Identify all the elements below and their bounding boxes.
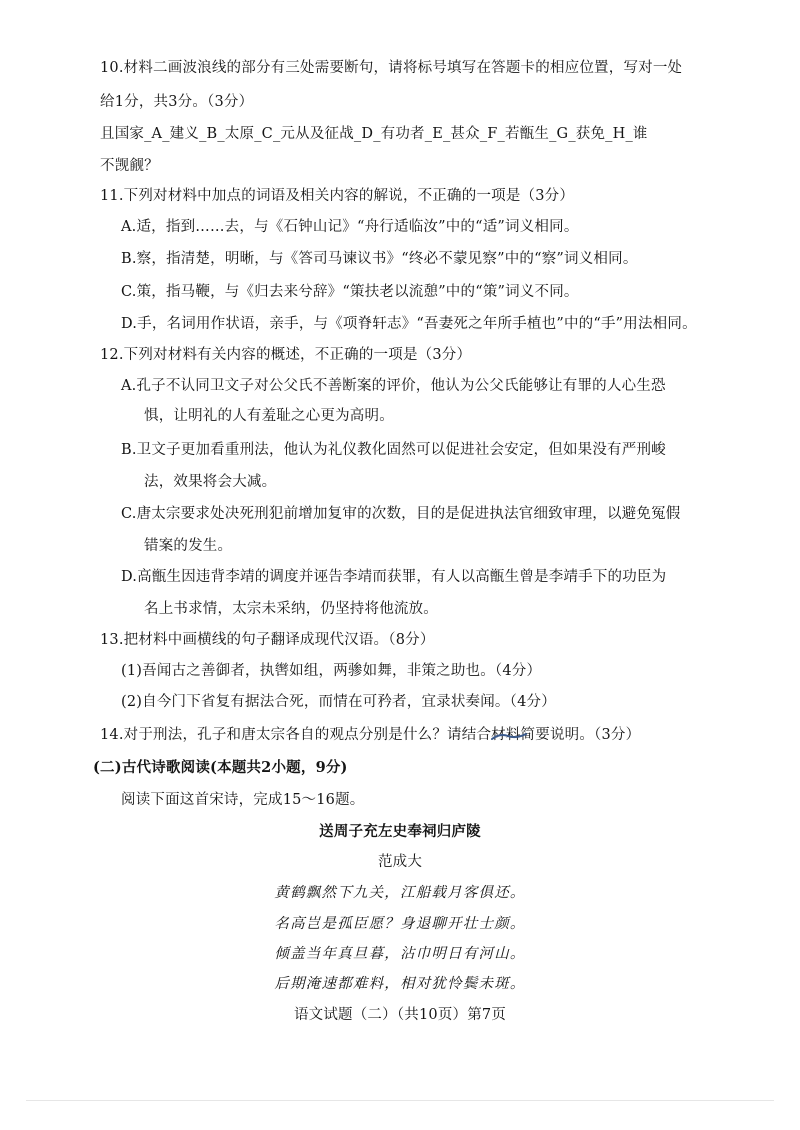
- section-instruction: 阅读下面这首宋诗，完成15～16题。: [121, 792, 365, 808]
- q10-stem-line1: 10.材料二画波浪线的部分有三处需要断句，请将标号填写在答题卡的相应位置，写对一处: [100, 60, 683, 76]
- page-footer: 语文试题（二）（共10页）第7页: [293, 1007, 507, 1023]
- poem-line-2: 名高岂是孤臣愿？身退聊开壮士颜。: [274, 916, 526, 932]
- q12-option-b-line2: 法，效果将会大减。: [144, 474, 277, 490]
- section-heading: (二)古代诗歌阅读(本题共2小题，9分): [93, 759, 348, 776]
- q10-passage-line2: 不觊觎？: [100, 158, 159, 174]
- q10-stem-line2: 给1分，共3分。（3分）: [100, 94, 254, 110]
- poem-line-4: 后期淹速都难料，相对犹怜鬓未斑。: [274, 976, 526, 992]
- q12-option-d-line2: 名上书求情，太宗未采纳，仍坚持将他流放。: [144, 601, 438, 617]
- q14-stem: 14.对于刑法，孔子和唐太宗各自的观点分别是什么？请结合材料简要说明。（3分）: [100, 727, 641, 743]
- q11-stem: 11.下列对材料中加点的词语及相关内容的解说，不正确的一项是（3分）: [100, 188, 575, 204]
- pen-mark-squiggle: [490, 730, 532, 742]
- q12-option-c-line2: 错案的发生。: [144, 538, 233, 554]
- q12-stem: 12.下列对材料有关内容的概述，不正确的一项是（3分）: [100, 347, 472, 363]
- poem-line-1: 黄鹤飘然下九关，江船载月客俱还。: [274, 885, 526, 901]
- q12-option-a-line1: A.孔子不认同卫文子对公父氏不善断案的评价，他认为公父氏能够让有罪的人心生恐: [121, 378, 666, 394]
- q12-option-d-line1: D.高甑生因违背李靖的调度并诬告李靖而获罪，有人以高甑生曾是李靖手下的功臣为: [121, 569, 667, 585]
- q11-option-c: C.策，指马鞭，与《归去来兮辞》“策扶老以流憩”中的“策”词义不同。: [121, 284, 579, 300]
- q13-sentence-1: (1)吾闻古之善御者，执辔如组，两骖如舞，非策之助也。（4分）: [121, 663, 542, 679]
- poem-title: 送周子充左史奉祠归庐陵: [319, 823, 481, 840]
- poem-line-3: 倾盖当年真旦暮，沾巾明日有河山。: [274, 946, 526, 962]
- poem-author: 范成大: [377, 854, 423, 870]
- q12-option-c-line1: C.唐太宗要求处决死刑犯前增加复审的次数，目的是促进执法官细致审理，以避免冤假: [121, 506, 681, 522]
- q12-option-b-line1: B.卫文子更加看重刑法，他认为礼仪教化固然可以促进社会安定，但如果没有严刑峻: [121, 442, 666, 458]
- q13-stem: 13.把材料中画横线的句子翻译成现代汉语。（8分）: [100, 632, 435, 648]
- q11-option-b: B.察，指清楚，明晰，与《答司马谏议书》“终必不蒙见察”中的“察”词义相同。: [121, 251, 638, 267]
- q10-passage-line1: 且国家_A_建义_B_太原_C_元从及征战_D_有功者_E_甚众_F_若甑生_G_获免_H_谁: [100, 126, 648, 142]
- bottom-divider: [26, 1100, 774, 1101]
- q12-option-a-line2: 惧，让明礼的人有羞耻之心更为高明。: [144, 408, 394, 424]
- q13-sentence-2: (2)自今门下省复有据法合死，而情在可矜者，宜录状奏闻。（4分）: [121, 694, 556, 710]
- q11-option-d: D.手，名词用作状语，亲手，与《项脊轩志》“吾妻死之年所手植也”中的“手”用法相同。: [121, 316, 697, 332]
- q11-option-a: A.适，指到……去，与《石钟山记》“舟行适临汝”中的“适”词义相同。: [121, 219, 579, 235]
